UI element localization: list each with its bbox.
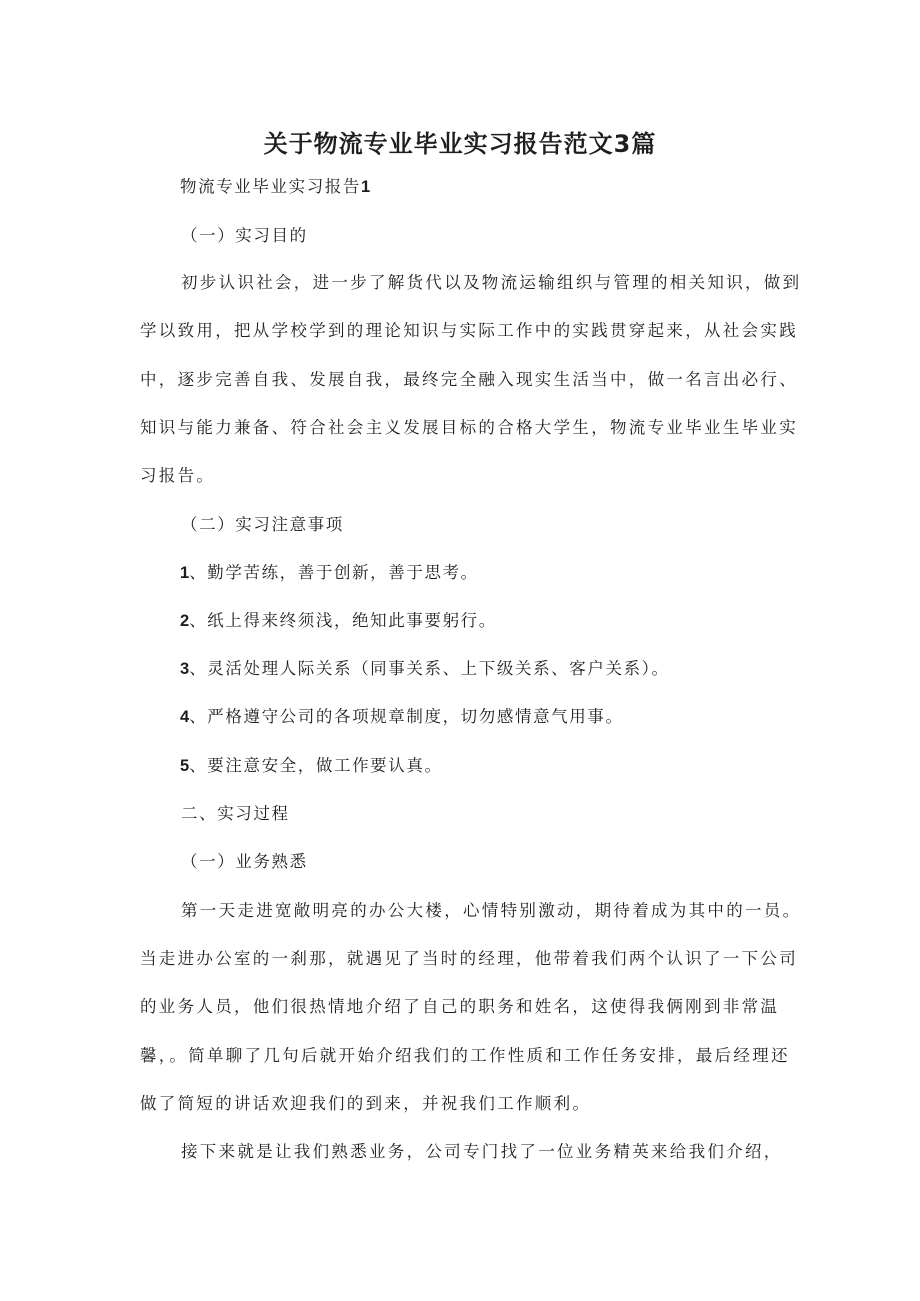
note-text: 、要注意安全，做工作要认真。	[189, 756, 443, 775]
section-heading-text: 物流专业毕业实习报告	[180, 177, 361, 196]
note-text: 、勤学苦练，善于创新，善于思考。	[189, 563, 479, 582]
document-title: 关于物流专业毕业实习报告范文3篇	[263, 130, 657, 158]
purpose-line-5: 习报告。	[140, 466, 216, 485]
part2-heading: 二、实习过程	[181, 804, 290, 823]
section-heading	[180, 176, 370, 198]
section-heading-number: 1	[361, 178, 371, 196]
process-line-2: 当走进办公室的一刹那，就遇见了当时的经理，他带着我们两个认识了一下公司	[140, 949, 798, 968]
note-item-3	[180, 658, 670, 680]
subheading-business: （一）业务熟悉	[181, 852, 308, 871]
subheading-notes: （二）实习注意事项	[181, 515, 344, 534]
note-item-5	[180, 755, 443, 777]
process-line-4: 馨，。简单聊了几句后就开始介绍我们的工作性质和工作任务安排，最后经理还	[140, 1046, 790, 1065]
purpose-line-4: 知识与能力兼备、符合社会主义发展目标的合格大学生，物流专业毕业生毕业实	[140, 418, 798, 437]
process-line-1: 第一天走进宽敞明亮的办公大楼，心情特别激动，期待着成为其中的一员。	[181, 901, 802, 920]
note-number: 2	[180, 612, 190, 630]
note-text: 、纸上得来终须浅，绝知此事要躬行。	[189, 611, 497, 630]
next-paragraph-line-1: 接下来就是让我们熟悉业务，公司专门找了一位业务精英来给我们介绍，	[181, 1142, 783, 1161]
note-number: 4	[180, 708, 190, 726]
purpose-line-1: 初步认识社会，进一步了解货代以及物流运输组织与管理的相关知识，做到	[181, 273, 802, 292]
note-number: 3	[180, 660, 190, 678]
process-line-3: 的业务人员，他们很热情地介绍了自己的职务和姓名，这使得我俩刚到非常温	[140, 997, 780, 1016]
process-line-5: 做了简短的讲话欢迎我们的到来，并祝我们工作顺利。	[140, 1094, 592, 1113]
note-item-1	[180, 562, 479, 584]
subheading-purpose: （一）实习目的	[181, 226, 308, 245]
note-item-2	[180, 610, 497, 632]
purpose-line-2: 学以致用，把从学校学到的理论知识与实际工作中的实践贯穿起来，从社会实践	[140, 321, 798, 340]
purpose-line-3: 中，逐步完善自我、发展自我，最终完全融入现实生活当中，做一名言出必行、	[140, 370, 798, 389]
note-text: 、严格遵守公司的各项规章制度，切勿感情意气用事。	[189, 707, 624, 726]
note-number: 5	[180, 757, 190, 775]
note-item-4	[180, 706, 624, 728]
note-number: 1	[180, 564, 190, 582]
note-text: 、灵活处理人际关系（同事关系、上下级关系、客户关系）。	[189, 659, 670, 678]
